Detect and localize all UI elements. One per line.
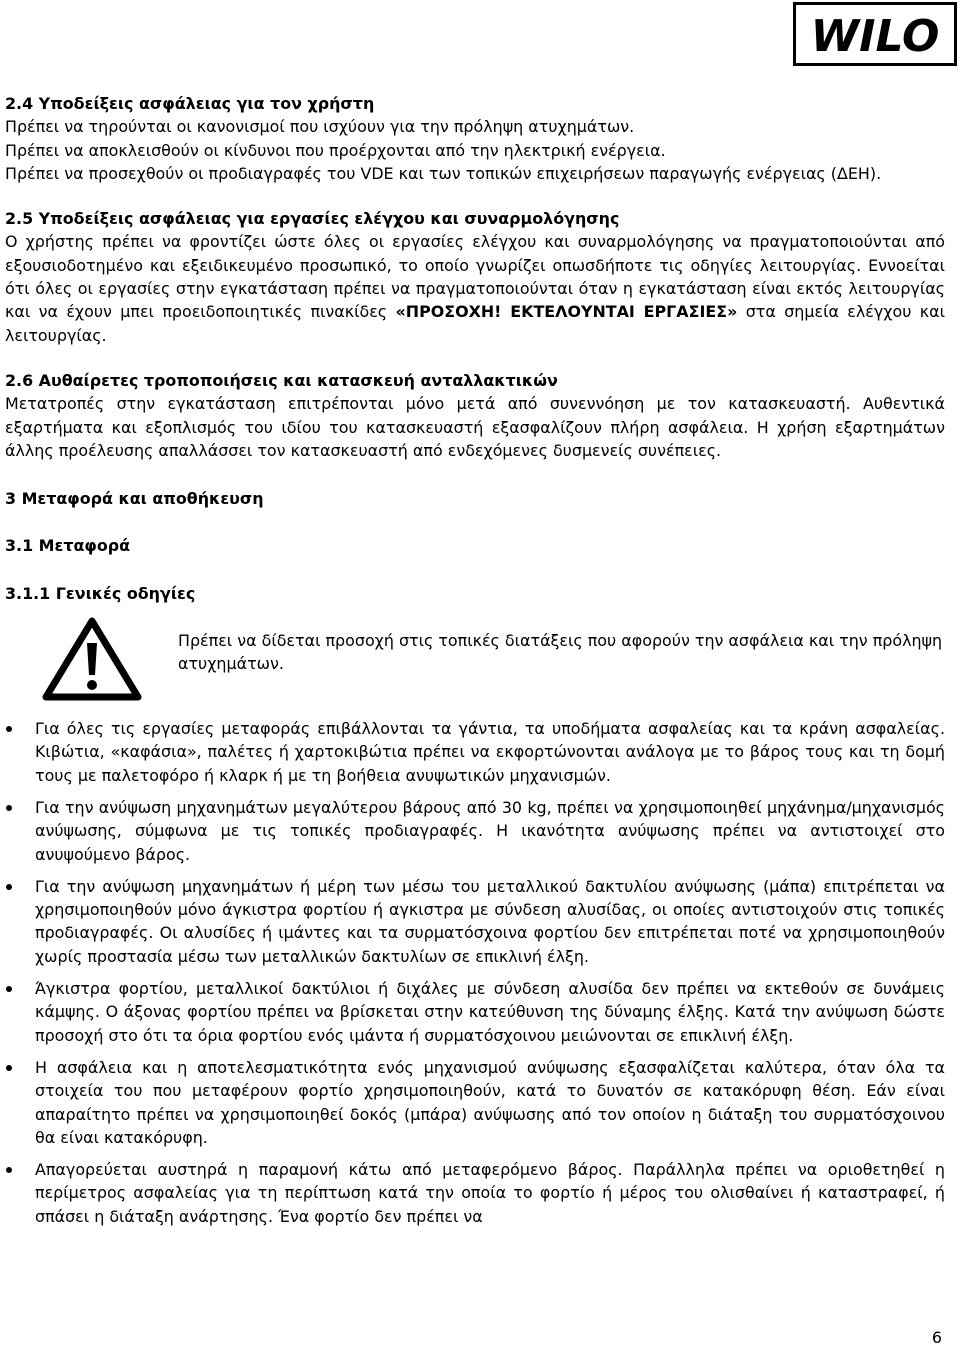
bullet-icon [6,884,12,890]
bullet-icon [6,805,12,811]
list-item [5,875,945,968]
logo-text: WILO [810,11,940,62]
paragraph-line: Πρέπει να τηρούνται οι κανονισμοί που ισχύουν για την πρόληψη ατυχημάτων. [5,117,635,137]
warning-sign-text: «ΠΡΟΣΟΧΗ! ΕΚΤΕΛΟΥΝΤΑΙ ΕΡΓΑΣΙΕΣ» [395,302,738,322]
list-item-text: Απαγορεύεται αυστηρά η παραμονή κάτω από μεταφερόμενο βάρος. Παράλληλα πρέπει να οριοθετηθεί η περίμετρος ασφαλείας για τη περίπτωση κατά την οποία το φορτίο ή μέρος του ολισθαίνει ή καταστραφεί, ή σπάσει η διάταξη ανάρτησης. Ένα φορτίο δεν πρέπει να [35,1160,945,1226]
paragraph: Μετατροπές στην εγκατάσταση επιτρέπονται μόνο μετά από συνεννόηση με τον κατασκευαστή. Αυθεντικά εξαρτήματα και εξοπλισμός του ιδίου του κατασκευαστή εξασφαλίζουν πλήρη ασφάλεια. Η χρήση εξαρτημάτων άλλης προέλευσης απαλλάσσει τον κατασκευαστή από ενδεχόμενες δυσμενείς συνέπειες. [5,394,945,460]
bullet-icon [6,726,12,732]
list-item [5,1056,945,1149]
section-heading: 2.4 Υποδείξεις ασφάλειας για τον χρήστη [5,94,375,113]
list-item-text: Για την ανύψωση μηχανημάτων μεγαλύτερου βάρους από 30 kg, πρέπει να χρησιμοποιηθεί μηχάνημα/μηχανισμός ανύψωσης, σύμφωνα με τις τοπικές προδιαγραφές. Η ικανότητα ανύψωσης πρέπει να αντιστοιχεί στο ανυψούμενο βάρος. [35,797,945,864]
paragraph-text: στα σημεία ελέγχου και λειτουργίας. [5,302,945,345]
section-2-6 [5,369,945,462]
section-heading: 2.5 Υποδείξεις ασφάλειας για εργασίες ελέγχου και συναρμολόγησης [5,209,620,229]
wilo-logo-mark [796,5,954,63]
document-page [5,92,945,1237]
section-heading: 2.6 Αυθαίρετες τροποποιήσεις και κατασκευή ανταλλακτικών [5,370,558,390]
section-2-5 [5,207,945,347]
wilo-logo [793,2,957,66]
list-item [5,796,945,866]
subsection-heading: 3.1.1 Γενικές οδηγίες [5,583,196,603]
warning-notice [5,617,945,701]
paragraph-line: Πρέπει να προσεχθούν οι προδιαγραφές του VDE και των τοπικών επιχειρήσεων παραγωγής ενέργειας (ΔΕΗ). [5,163,882,183]
list-item [5,717,945,787]
bullet-icon [6,986,12,992]
section-2-4 [5,92,945,185]
bullet-icon [6,1065,12,1071]
bullet-icon [6,1167,12,1173]
list-item-text: Για όλες τις εργασίες μεταφοράς επιβάλλονται τα γάντια, τα υποδήματα ασφαλείας και τα κράνη ασφαλείας. Κιβώτια, «καφάσια», παλέτες ή χαρτοκιβώτια πρέπει να εκφορτώνονται ανάλογα με το βάρος τους και τη δομή τους με παλετοφόρο ή κλαρκ ή με τη βοήθεια ανυψωτικών μηχανισμών. [35,719,945,785]
chapter-heading: 3 Μεταφορά και αποθήκευση [5,489,264,509]
section-heading: 3.1 Μεταφορά [5,536,131,556]
list-item-text: Για την ανύψωση μηχανημάτων ή μέρη των μέσω του μεταλλικού δακτυλίου ανύψωσης (μάπα) επιτρέπεται να χρησιμοποιηθούν μόνο άγκιστρα φορτίου ή αγκιστρα με σύνδεση αλυσίδας, οι οποίες αντιστοιχούν στις τοπικές προδιαγραφές. Οι αλυσίδες ή ιμάντες και τα συρματόσχοινα φορτίου δεν επιτρέπεται ποτέ να χρησιμοποιηθούν χωρίς προστασία μέσω των μεταλλικών δακτυλίων σε επικλινή έλξη. [35,876,945,966]
paragraph-text: Ο χρήστης πρέπει να φροντίζει ώστε όλες οι εργασίες ελέγχου και συναρμολόγησης να πραγματοποιούνται από εξουσιοδοτημένο και εξειδικευμένο προσωπικό, το οποίο γνωρίζει οπωσδήποτε τις οδηγίες λειτουργίας. Εννοείται ότι όλες οι εργασίες στην εγκατάσταση πρέπει να πραγματοποιούνται όταν η εγκατάσταση είναι εκτός λειτουργίας και να έχουν μπει προειδοποιητικές πινακίδες [5,232,945,322]
list-item [5,977,945,1047]
warning-triangle-icon [42,617,142,701]
list-item [5,1158,945,1228]
paragraph [5,230,945,346]
warning-text: Πρέπει να δίδεται προσοχή στις τοπικές διατάξεις που αφορούν την ασφάλεια και την πρόληψη ατυχημάτων. [178,631,943,674]
list-item-text: Άγκιστρα φορτίου, μεταλλικοί δακτύλιοι ή διχάλες με σύνδεση αλυσίδα δεν πρέπει να εκτεθούν σε δυνάμεις κάμψης. Ο άξονας φορτίου πρέπει να βρίσκεται στην κατεύθυνση της δύναμης έλξης. Κατά την ανύψωση δώστε προσοχή στο ότι τα όρια φορτίου ενός ιμάντα ή συρματόσχοινου μειώνονται σε επικλινή έλξη. [35,979,945,1045]
list-item-text: Η ασφάλεια και η αποτελεσματικότητα ενός μηχανισμού ανύψωσης εξασφαλίζεται καλύτερα, όταν όλα τα στοιχεία του που μεταφέρουν φορτίο χρησιμοποιηθούν, κατά το δυνατόν σε κατακόρυφη θέση. Εάν είναι απαραίτητο πρέπει να χρησιμοποιηθεί δοκός (μπάρα) ανύψωσης από τον οποίον η διάταξη του συρματόσχοινου θα είναι κατακόρυφη. [35,1057,945,1147]
paragraph-line: Πρέπει να αποκλεισθούν οι κίνδυνοι που προέρχονται από την ηλεκτρική ενέργεια. [5,140,666,160]
page-number: 6 [931,1328,942,1347]
bullet-list [5,717,945,1228]
